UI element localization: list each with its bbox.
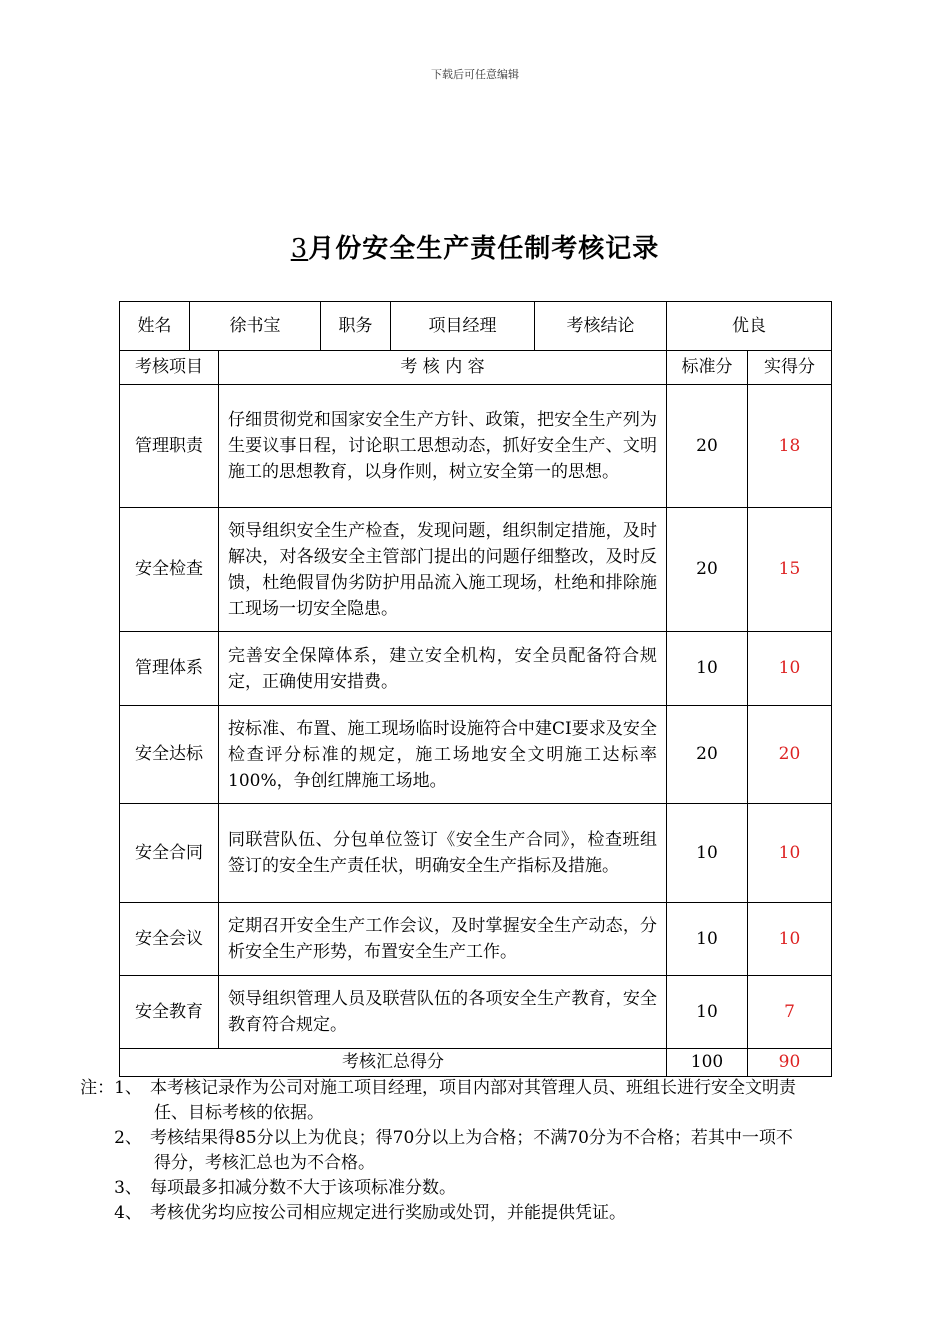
result-label: 考核结论	[535, 302, 667, 351]
note-number: 4、	[114, 1203, 142, 1223]
row-actual: 7	[748, 976, 832, 1049]
note-line: 考核优劣均应按公司相应规定进行奖励或处罚，并能提供凭证。	[150, 1203, 626, 1223]
row-item: 管理职责	[120, 385, 219, 508]
header-note: 下载后可任意编辑	[431, 68, 519, 81]
row-standard: 10	[667, 976, 748, 1049]
note-line: 本考核记录作为公司对施工项目经理，项目内部对其管理人员、班组长进行安全文明责	[150, 1078, 796, 1098]
note-line: 考核结果得85分以上为优良；得70分以上为合格；不满70分为不合格；若其中一项不	[150, 1128, 793, 1148]
table-row	[120, 706, 832, 804]
row-standard: 10	[667, 903, 748, 976]
page-title	[0, 228, 950, 265]
col-header-actual: 实得分	[748, 351, 832, 385]
note-number: 注：1、	[80, 1078, 142, 1098]
row-content: 定期召开安全生产工作会议，及时掌握安全生产动态，分析安全生产形势，布置安全生产工作。	[219, 903, 667, 976]
total-row	[120, 1049, 832, 1077]
note-line-continued: 任、目标考核的依据。	[154, 1103, 324, 1123]
note-item	[70, 1076, 890, 1126]
table-row	[120, 508, 832, 632]
note-number: 3、	[114, 1178, 142, 1198]
assessment-table	[119, 301, 832, 1077]
note-line-continued: 得分，考核汇总也为不合格。	[154, 1153, 375, 1173]
total-standard: 100	[667, 1049, 748, 1077]
total-actual: 90	[748, 1049, 832, 1077]
row-content: 按标准、布置、施工现场临时设施符合中建CI要求及安全检查评分标准的规定，施工场地安全文明施工达标率100%，争创红牌施工场地。	[219, 706, 667, 804]
title-month-number: 3	[290, 234, 309, 264]
table-row	[120, 903, 832, 976]
row-actual: 15	[748, 508, 832, 632]
row-item: 安全合同	[120, 804, 219, 903]
name-value: 徐书宝	[190, 302, 321, 351]
total-label: 考核汇总得分	[120, 1049, 667, 1077]
row-standard: 10	[667, 804, 748, 903]
row-standard: 20	[667, 385, 748, 508]
row-standard: 10	[667, 632, 748, 706]
row-standard: 20	[667, 508, 748, 632]
row-item: 安全检查	[120, 508, 219, 632]
header-row	[120, 351, 832, 385]
position-label: 职务	[321, 302, 391, 351]
note-item	[70, 1201, 890, 1226]
row-actual: 10	[748, 632, 832, 706]
row-actual: 10	[748, 804, 832, 903]
row-content: 完善安全保障体系，建立安全机构，安全员配备符合规定，正确使用安措费。	[219, 632, 667, 706]
note-line: 每项最多扣减分数不大于该项标准分数。	[150, 1178, 456, 1198]
table-row	[120, 385, 832, 508]
row-item: 安全教育	[120, 976, 219, 1049]
row-content: 领导组织安全生产检查，发现问题，组织制定措施，及时解决，对各级安全主管部门提出的问题仔细整改，及时反馈，杜绝假冒伪劣防护用品流入施工现场，杜绝和排除施工现场一切安全隐患。	[219, 508, 667, 632]
note-number: 2、	[114, 1128, 142, 1148]
row-content: 领导组织管理人员及联营队伍的各项安全生产教育，安全教育符合规定。	[219, 976, 667, 1049]
row-content: 仔细贯彻党和国家安全生产方针、政策，把安全生产列为生要议事日程，讨论职工思想动态，抓好安全生产、文明施工的思想教育，以身作则，树立安全第一的思想。	[219, 385, 667, 508]
result-value: 优良	[667, 302, 832, 351]
row-item: 安全会议	[120, 903, 219, 976]
row-actual: 20	[748, 706, 832, 804]
row-item: 安全达标	[120, 706, 219, 804]
col-header-item: 考核项目	[120, 351, 219, 385]
notes	[70, 1076, 890, 1226]
info-row	[120, 302, 832, 351]
table-row	[120, 804, 832, 903]
note-item	[70, 1176, 890, 1201]
table-row	[120, 632, 832, 706]
row-content: 同联营队伍、分包单位签订《安全生产合同》，检查班组签订的安全生产责任状，明确安全生产指标及措施。	[219, 804, 667, 903]
row-item: 管理体系	[120, 632, 219, 706]
row-actual: 18	[748, 385, 832, 508]
position-value: 项目经理	[391, 302, 535, 351]
col-header-standard: 标准分	[667, 351, 748, 385]
row-standard: 20	[667, 706, 748, 804]
table-row	[120, 976, 832, 1049]
title-text: 月份安全生产责任制考核记录	[308, 234, 660, 264]
col-header-content: 考 核 内 容	[219, 351, 667, 385]
note-item	[70, 1126, 890, 1176]
row-actual: 10	[748, 903, 832, 976]
name-label: 姓名	[120, 302, 190, 351]
